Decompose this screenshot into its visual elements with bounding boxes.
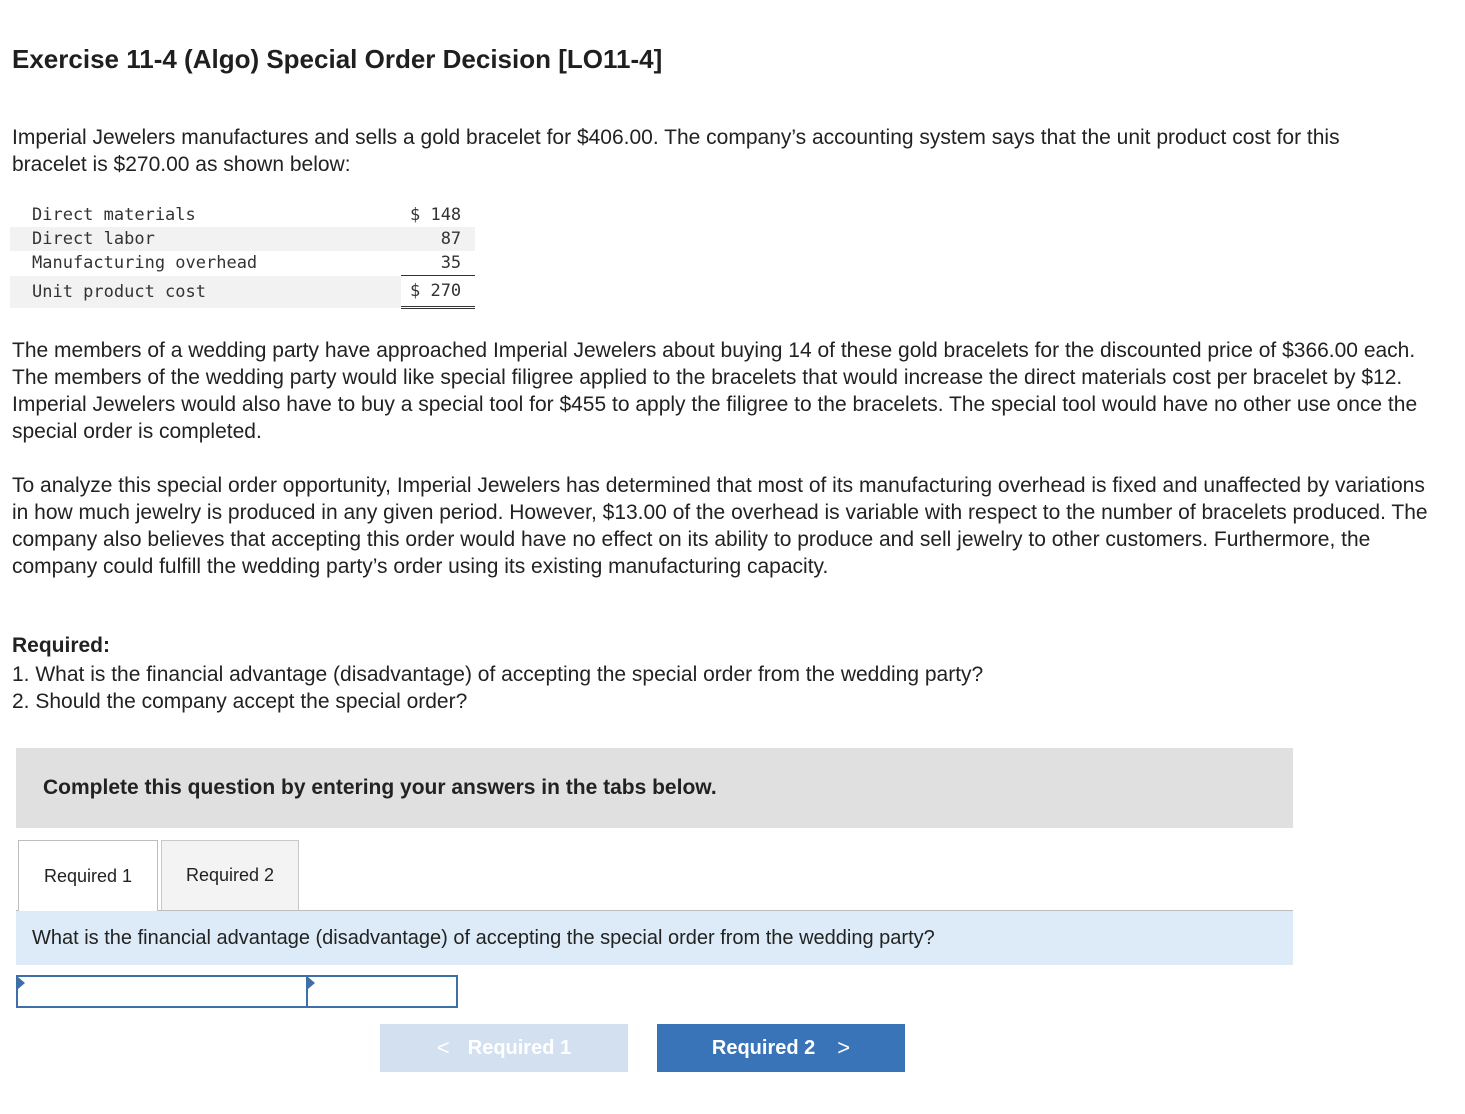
wedding-party-paragraph: The members of a wedding party have approached Imperial Jewelers about buying 14 of these gold bracelets for the discounted price of $366.00 each. The members of the wedding party would like special filigree applied to the bracelets that would increase the direct materials cost per bracelet by $12. Imperial Jewelers would also have to buy a special tool for $455 to apply the filigree to the bracelets. The special tool would have no other use once the special order is completed. (12, 339, 1418, 443)
required-heading: Required: (12, 634, 111, 657)
cost-row-amount: $ 148 (409, 205, 462, 225)
cost-row-total (10, 276, 475, 308)
intro-paragraph: Imperial Jewelers manufactures and sells a gold bracelet for $406.00. The company’s accounting system says that the unit product cost for this bracelet is $270.00 as shown below: (12, 126, 1340, 176)
cost-row-label: Manufacturing overhead (32, 253, 258, 274)
chevron-right-icon: > (837, 1035, 851, 1060)
answer-amount-input[interactable] (308, 977, 456, 1006)
next-button-label: Required 2 (711, 1036, 816, 1059)
cost-row-label: Direct labor (10, 227, 271, 251)
cost-row-direct-labor (10, 227, 475, 251)
unit-cost-table (10, 203, 475, 309)
next-required-2-button[interactable] (657, 1024, 905, 1072)
tab-label: Required 2 (185, 865, 275, 885)
tab-required-1[interactable] (18, 840, 158, 911)
analysis-paragraph: To analyze this special order opportunity, Imperial Jewelers has determined that most of its manufacturing overhead is fixed and unaffected by variations in how much jewelry is produced in any given period. However, $13.00 of the overhead is variable with respect to the number of bracelets produced. The company also believes that accepting this order would have no effect on its ability to produce and sell jewelry to other customers. Furthermore, the company could fulfill the wedding party’s order using its existing manufacturing capacity. (12, 474, 1428, 578)
cost-row-manufacturing-overhead (10, 251, 475, 276)
prev-required-1-button[interactable] (380, 1024, 628, 1072)
required-list (12, 661, 983, 715)
answer-label-cell[interactable] (16, 975, 308, 1008)
required-item: 2. Should the company accept the special order? (12, 690, 468, 713)
answer-amount-cell[interactable] (306, 975, 458, 1008)
cost-total-label: Unit product cost (10, 276, 271, 308)
question-bar (16, 911, 1293, 965)
cost-row-direct-materials (10, 203, 475, 227)
prev-button-label: Required 1 (467, 1036, 572, 1059)
cost-total-amount: $ 270 (401, 276, 475, 308)
tab-label: Required 1 (43, 865, 133, 886)
answer-label-input[interactable] (18, 977, 306, 1006)
cost-row-amount: 87 (401, 227, 475, 251)
instructions-text: Complete this question by entering your answers in the tabs below. (43, 776, 717, 799)
chevron-left-icon: < (436, 1035, 450, 1060)
cost-row-label: Direct materials (32, 205, 196, 225)
required-item: 1. What is the financial advantage (disadvantage) of accepting the special order from the wedding party? (12, 663, 984, 686)
instructions-banner (16, 748, 1293, 828)
input-marker-icon (18, 977, 25, 989)
cost-row-amount: 35 (401, 251, 475, 276)
tab-required-2[interactable] (161, 840, 299, 910)
question-text: What is the financial advantage (disadvantage) of accepting the special order from the wedding party? (32, 926, 935, 949)
exercise-title: Exercise 11-4 (Algo) Special Order Decision [LO11-4] (12, 44, 663, 74)
input-marker-icon (308, 977, 315, 989)
